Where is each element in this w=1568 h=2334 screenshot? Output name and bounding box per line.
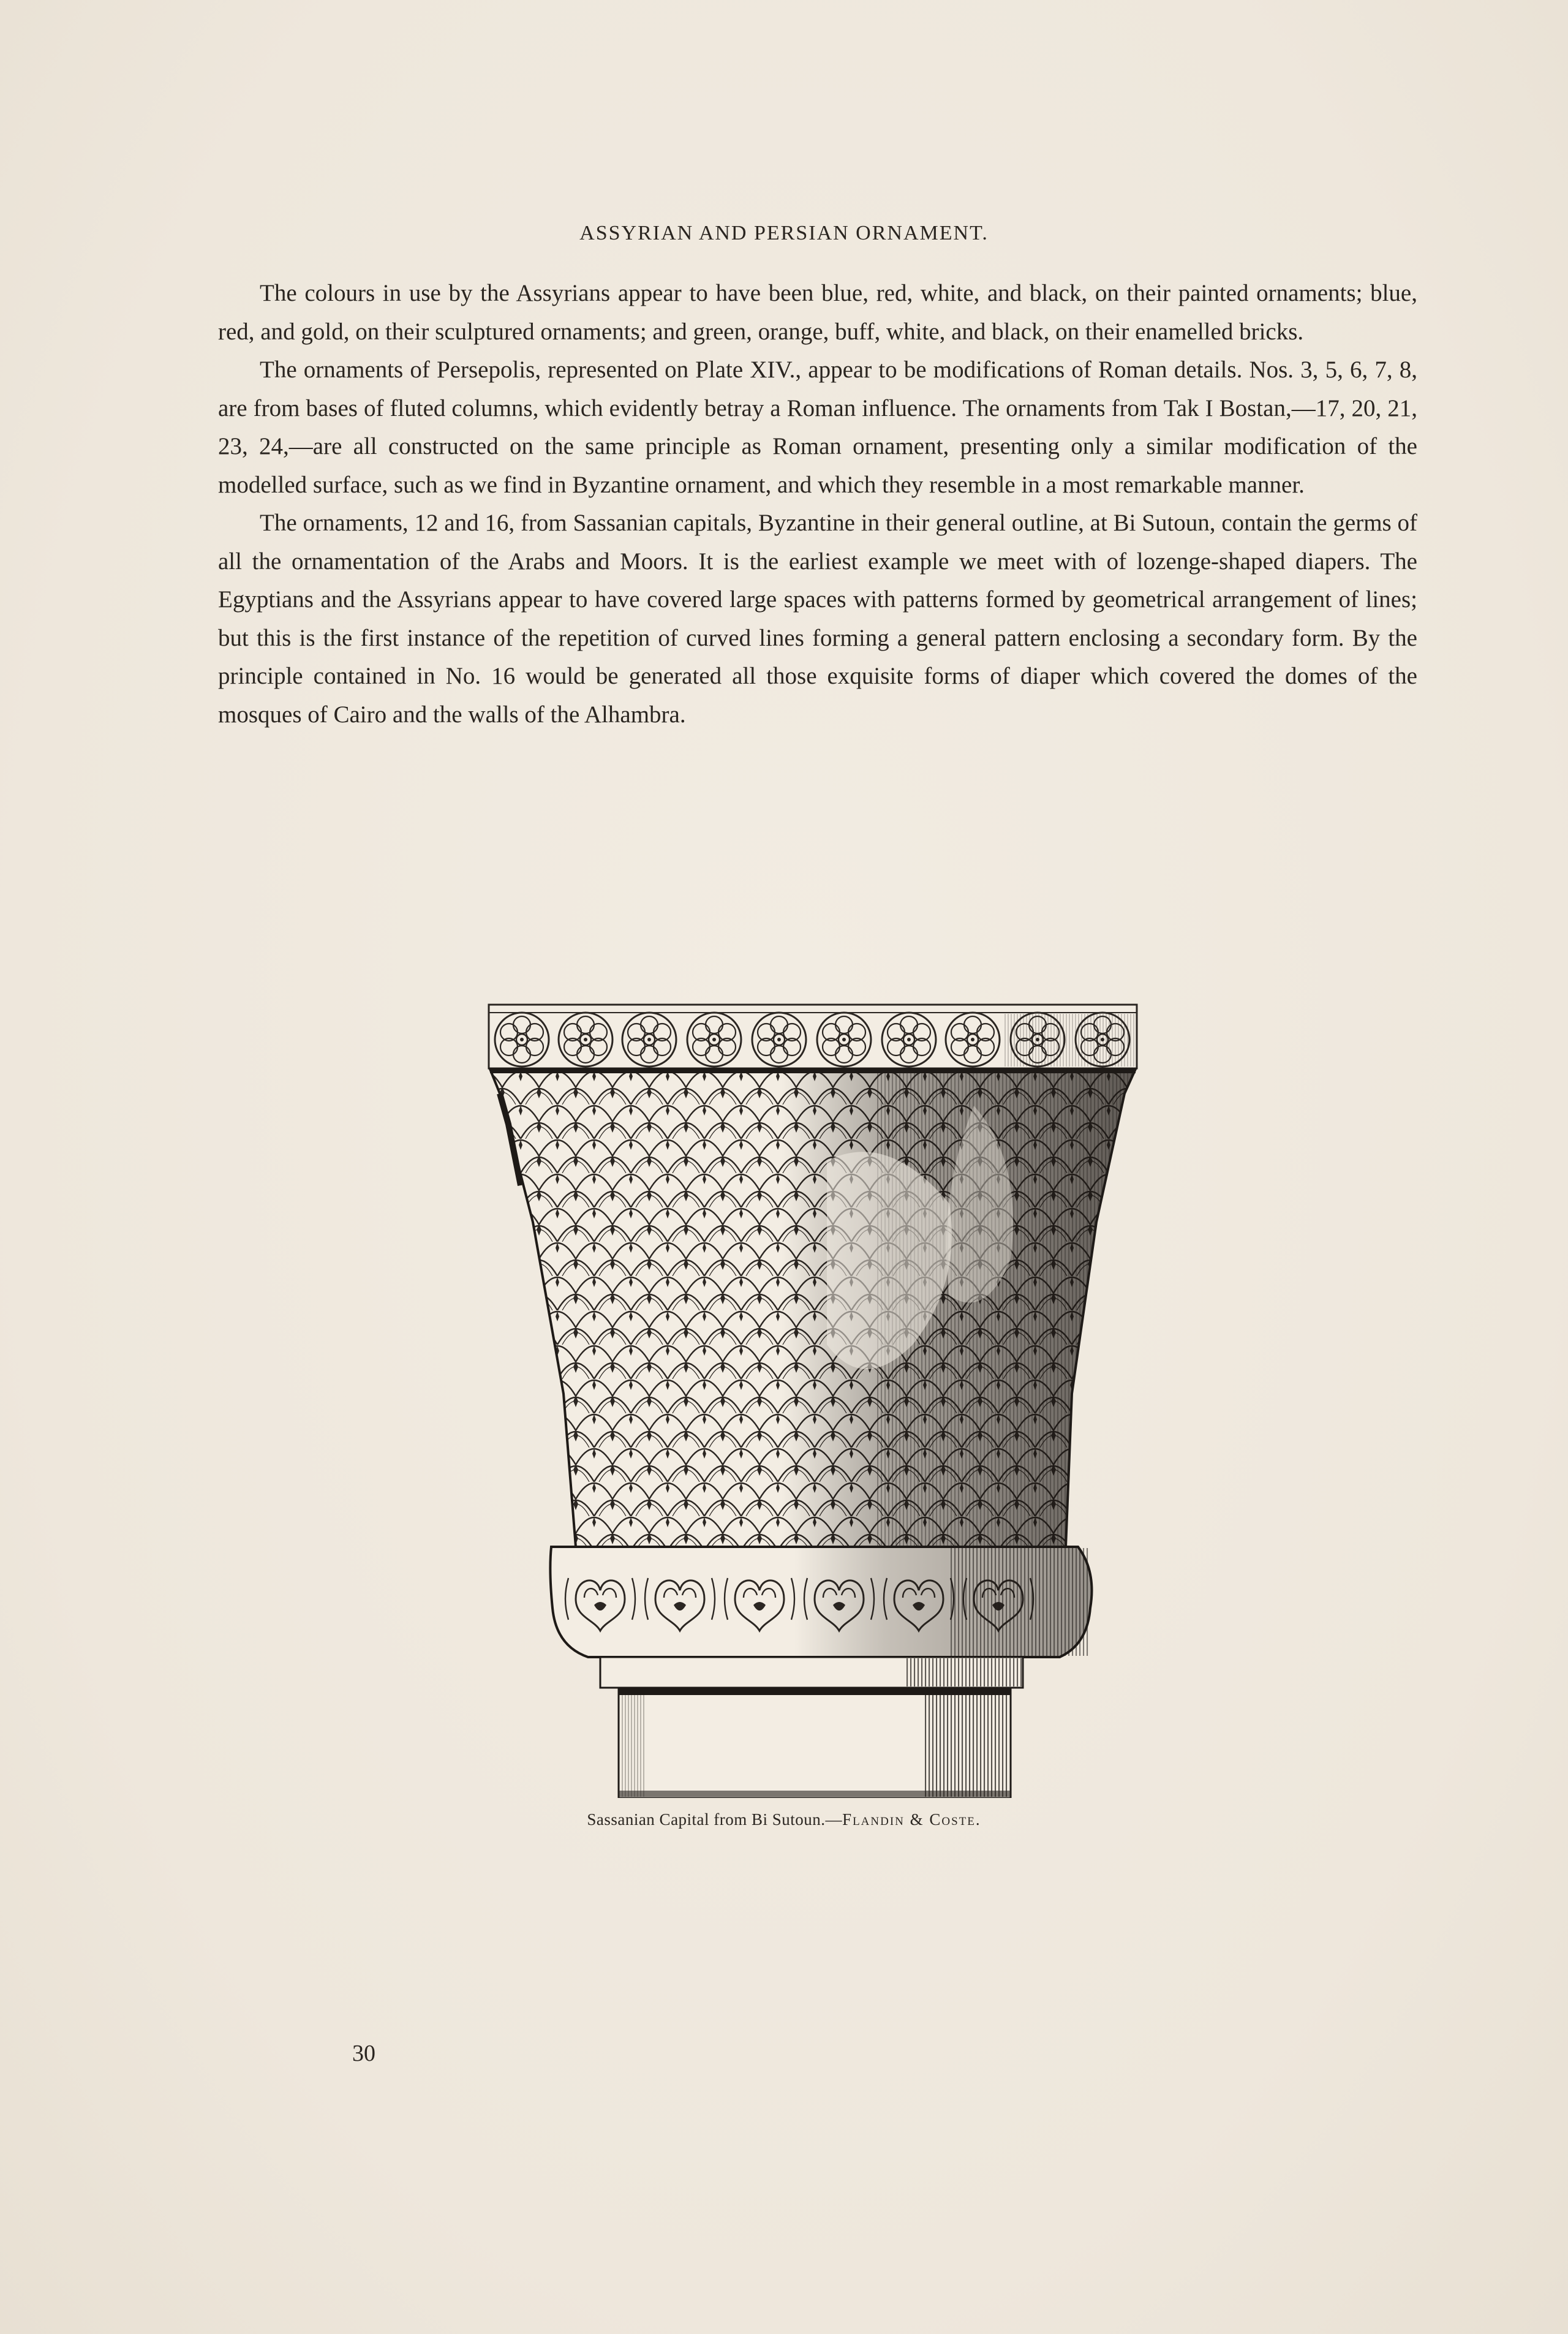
capital-base [600,1657,1023,1798]
running-head: ASSYRIAN AND PERSIAN ORNAMENT. [579,222,989,244]
page-number: 30 [352,2041,375,2066]
caption-credit: Flandin & Coste. [842,1810,981,1829]
figure-caption [0,1810,1568,1829]
rosette-band [489,1005,1137,1068]
paragraph-sassanian-capitals: The ornaments, 12 and 16, from Sassanian capitals, Byzantine in their general outline, at Bi Sutoun, contain the germs of all the ornamentation of the Arabs and Moors. It is the earliest example we meet with of lozenge-shaped diapers. The Egyptians and the Assyrians appear to have covered large spaces with patterns formed by geometrical arrangement of lines; but this is the first instance of the repetition of curved lines forming a general pattern enclosing a secondary form. By the principle contained in No. 16 would be generated all those exquisite forms of diaper which covered the domes of the mosques of Cairo and the walls of the Alhambra. [218,510,1417,728]
paragraph-persepolis: The ornaments of Persepolis, represented on Plate XIV., appear to be modifications of Roman details. Nos. 3, 5, 6, 7, 8, are from bases of fluted columns, which evidently betray a Roman influence. The ornaments from Tak I Bostan,—17, 20, 21, 23, 24,—are all constructed on the same principle as Roman ornament, presenting only a similar modification of the modelled surface, such as we find in Byzantine ornament, and which they resemble in a most remarkable manner. [218,357,1417,498]
sassanian-capital-illustration [484,1002,1145,1798]
body-text [218,274,1417,734]
caption-title: Sassanian Capital from Bi Sutoun.— [587,1810,843,1829]
paragraph-assyrian-colours: The colours in use by the Assyrians appear to have been blue, red, white, and black, on their painted ornaments; blue, red, and gold, on their sculptured ornaments; and green, orange, buff, white, and black, on their enamelled bricks. [218,280,1417,345]
diaper-bell [484,1069,1145,1553]
scroll-band [550,1547,1091,1657]
